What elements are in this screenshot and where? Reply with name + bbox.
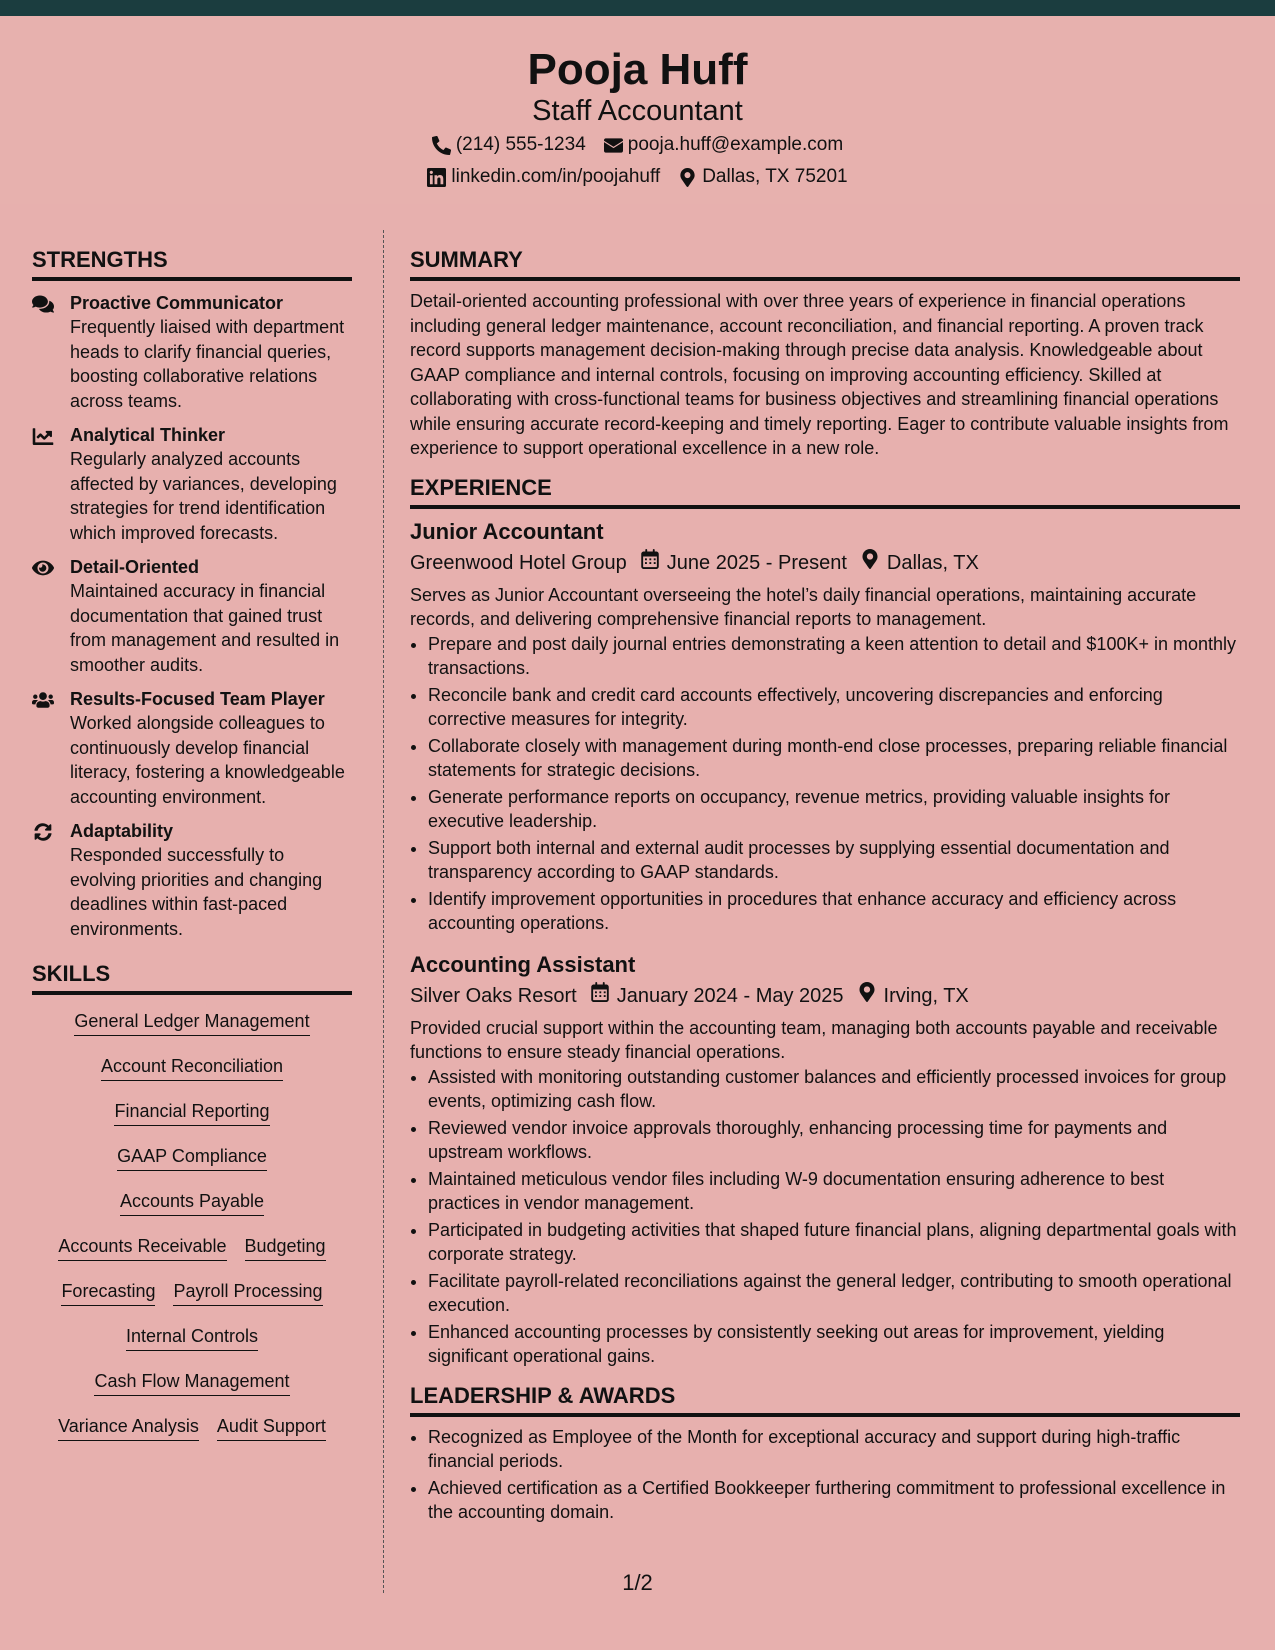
job-description: Serves as Junior Accountant overseeing the hotel’s daily financial operations, maintaining accurate records, and delivering comprehensive financial reports to management. (410, 584, 1197, 629)
job-bullet: • Reconcile bank and credit card accounts effectively, uncovering discrepancies and enforcing corrective measures for integrity. (428, 683, 1240, 732)
job-location: Dallas, TX (886, 551, 979, 574)
skill-tag: General Ledger Management (74, 1009, 309, 1036)
job-role: Junior Accountant (410, 518, 604, 544)
strength-title: Adaptability (70, 821, 174, 841)
strength-title: Proactive Communicator (70, 293, 284, 313)
location-item (678, 164, 847, 190)
skill-tag: Account Reconciliation (101, 1054, 283, 1081)
strength-item (32, 687, 352, 809)
strength-body (70, 819, 352, 941)
chart-line-icon (32, 423, 58, 545)
strength-item (32, 555, 352, 677)
email-text[interactable]: pooja.huff@example.com (627, 134, 844, 155)
email-item (604, 132, 843, 158)
job-description: Provided crucial support within the accounting team, managing both accounts payable and receivable functions to ensure steady financial operations. (410, 1017, 1218, 1062)
job-role: Accounting Assistant (410, 951, 636, 977)
strength-body (70, 687, 352, 809)
strengths-heading: STRENGTHS (32, 245, 352, 281)
strength-item (32, 423, 352, 545)
resume-header (0, 16, 1275, 204)
strength-item (32, 819, 352, 941)
strength-text: Frequently liaised with department heads to clarify financial queries, boosting collaborative relations across teams. (70, 317, 345, 411)
job-bullet: • Generate performance reports on occupancy, revenue metrics, providing valuable insights for executive leadership. (428, 785, 1240, 834)
linkedin-text[interactable]: linkedin.com/in/poojahuff (451, 166, 661, 187)
strength-title: Analytical Thinker (70, 425, 226, 445)
calendar-icon (585, 982, 609, 1010)
calendar-icon (635, 549, 659, 577)
job-meta (410, 549, 1240, 577)
skill-row (32, 1009, 352, 1054)
experience-list (410, 517, 1240, 1369)
strength-text: Responded successfully to evolving priorities and changing deadlines within fast-paced environments. (70, 845, 323, 939)
experience-heading: EXPERIENCE (410, 473, 1240, 509)
job-bullet: • Assisted with monitoring outstanding customer balances and efficiently processed invoices for group events, optimizing cash flow. (428, 1065, 1240, 1114)
strength-title: Detail-Oriented (70, 557, 200, 577)
job-bullet: • Prepare and post daily journal entries demonstrating a keen attention to detail and $100K+ in monthly transactions. (428, 632, 1240, 681)
skill-tag: GAAP Compliance (117, 1144, 267, 1171)
map-pin-icon (678, 168, 697, 187)
skills-list (32, 1009, 352, 1459)
eye-icon (32, 555, 58, 677)
linkedin-item (427, 164, 660, 190)
job-company: Greenwood Hotel Group (410, 551, 627, 574)
skill-tag: Variance Analysis (58, 1414, 199, 1441)
skill-tag: Accounts Payable (120, 1189, 264, 1216)
job-entry (410, 950, 1240, 1369)
job-location: Irving, TX (883, 984, 969, 1007)
job-dates: June 2025 - Present (666, 551, 847, 574)
leadership-list (410, 1425, 1240, 1525)
phone-icon (432, 136, 451, 155)
skill-row (32, 1324, 352, 1369)
candidate-title: Staff Accountant (532, 95, 743, 127)
contact-row-2 (0, 164, 1275, 190)
skill-row (32, 1234, 352, 1279)
refresh-icon (32, 819, 58, 941)
skill-tag: Audit Support (217, 1414, 326, 1441)
strengths-list (32, 291, 352, 941)
right-column (410, 245, 1240, 1527)
skill-tag: Accounts Receivable (58, 1234, 226, 1261)
phone-text: (214) 555-1234 (455, 134, 586, 155)
leadership-bullet: • Achieved certification as a Certified Bookkeeper furthering commitment to professional excellence in the accounting domain. (428, 1476, 1240, 1525)
job-dates: January 2024 - May 2025 (616, 984, 844, 1007)
skill-row (32, 1189, 352, 1234)
leadership-heading: LEADERSHIP & AWARDS (410, 1381, 1240, 1417)
job-bullet: • Facilitate payroll-related reconciliations against the general ledger, contributing to smooth operational execution. (428, 1269, 1240, 1318)
users-icon (32, 687, 58, 809)
skill-tag: Budgeting (245, 1234, 326, 1261)
column-divider (383, 230, 384, 1593)
map-pin-icon (852, 982, 876, 1010)
skill-tag: Forecasting (61, 1279, 155, 1306)
strength-body (70, 555, 352, 677)
linkedin-icon (427, 168, 446, 187)
strength-text: Maintained accuracy in financial documentation that gained trust from management and resulted in smoother audits. (70, 581, 340, 675)
skill-row (32, 1054, 352, 1099)
job-entry (410, 517, 1240, 936)
strength-title: Results-Focused Team Player (70, 689, 325, 709)
skills-heading: SKILLS (32, 959, 352, 995)
job-meta (410, 982, 1240, 1010)
map-pin-icon (855, 549, 879, 577)
skill-row (32, 1279, 352, 1324)
leadership-bullet: • Recognized as Employee of the Month for exceptional accuracy and support during high-traffic financial periods. (428, 1425, 1240, 1474)
skill-tag: Payroll Processing (173, 1279, 322, 1306)
phone-item (432, 132, 586, 158)
page-number: 1/2 (622, 1570, 653, 1595)
top-accent-bar (0, 0, 1275, 16)
envelope-icon (604, 136, 623, 155)
job-bullet: • Support both internal and external audit processes by supplying essential documentation and transparency according to GAAP standards. (428, 836, 1240, 885)
job-company: Silver Oaks Resort (410, 984, 577, 1007)
skill-row (32, 1099, 352, 1144)
summary-heading: SUMMARY (410, 245, 1240, 281)
comments-icon (32, 291, 58, 413)
job-bullet: • Reviewed vendor invoice approvals thoroughly, enhancing processing time for payments and upstream workflows. (428, 1116, 1240, 1165)
skill-row (32, 1144, 352, 1189)
contact-row-1 (0, 132, 1275, 158)
summary-text: Detail-oriented accounting professional with over three years of experience in financial operations including general ledger maintenance, account reconciliation, and financial reporting. A proven track record supports management decision-making through precise data analysis. Knowledgeable about GAAP compliance and internal controls, focusing on improving accounting efficiency. Skilled at collaborating with cross-functional teams for business objectives and streamlining financial operations while ensuring accurate record-keeping and timely reporting. Eager to contribute valuable insights from experience to support operational excellence in a new role. (410, 291, 1229, 458)
job-bullets (410, 632, 1240, 936)
job-bullet: • Participated in budgeting activities that shaped future financial plans, aligning departmental goals with corporate strategy. (428, 1218, 1240, 1267)
job-bullet: • Collaborate closely with management during month-end close processes, preparing reliable financial statements for strategic decisions. (428, 734, 1240, 783)
job-bullet: • Maintained meticulous vendor files including W-9 documentation ensuring adherence to best practices in vendor management. (428, 1167, 1240, 1216)
location-text: Dallas, TX 75201 (702, 166, 848, 187)
skill-tag: Financial Reporting (114, 1099, 269, 1126)
skill-row (32, 1414, 352, 1459)
strength-text: Worked alongside colleagues to continuously develop financial literacy, fostering a knowledgeable accounting environment. (70, 713, 345, 807)
strength-text: Regularly analyzed accounts affected by variances, developing strategies for trend identification which improved forecasts. (70, 449, 337, 543)
strength-item (32, 291, 352, 413)
strength-body (70, 291, 352, 413)
job-bullets (410, 1065, 1240, 1369)
strength-body (70, 423, 352, 545)
job-bullet: • Identify improvement opportunities in procedures that enhance accuracy and efficiency across accounting operations. (428, 887, 1240, 936)
skill-row (32, 1369, 352, 1414)
skill-tag: Internal Controls (126, 1324, 258, 1351)
candidate-name: Pooja Huff (527, 45, 748, 94)
left-column (32, 245, 352, 1459)
skill-tag: Cash Flow Management (94, 1369, 289, 1396)
job-bullet: • Enhanced accounting processes by consistently seeking out areas for improvement, yielding significant operational gains. (428, 1320, 1240, 1369)
